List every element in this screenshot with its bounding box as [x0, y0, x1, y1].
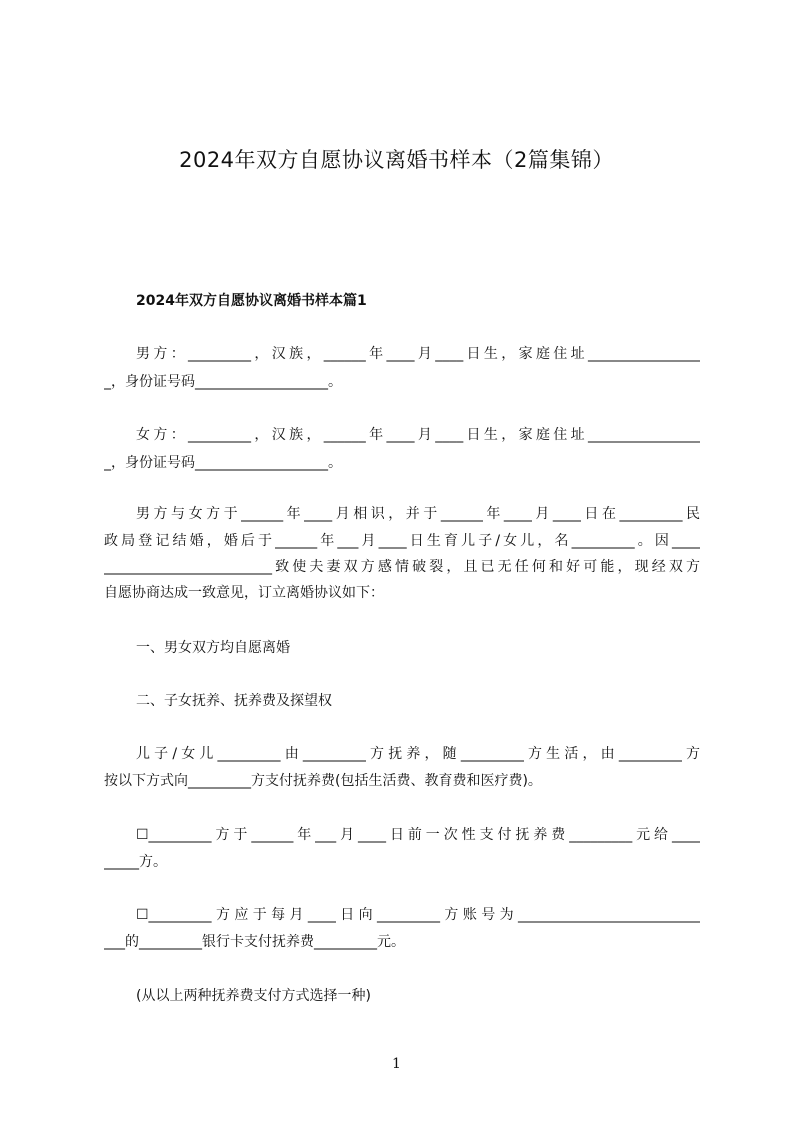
- clause-two: 二、子女抚养、抚养费及探望权: [136, 693, 332, 709]
- marriage-paragraph-line-1: 男方与女方于______年____月相识，并于______年____月____日在_________民: [136, 506, 700, 522]
- male-party-line-1: 男方：_________，汉族，______年____月____日生，家庭住址________________: [136, 346, 700, 362]
- marriage-paragraph-line-3: ________________________致使夫妻双方感情破裂，且已无任何和好可能，现经双方: [104, 559, 700, 575]
- clause-one: 一、男女双方均自愿离婚: [136, 640, 290, 656]
- marriage-paragraph-line-2: 政局登记结婚，婚后于______年___月____日生育儿子/女儿，名_________。因____: [104, 533, 700, 549]
- section-heading: 2024年双方自愿协议离婚书样本篇1: [136, 293, 367, 309]
- marriage-paragraph-line-4: 自愿协商达成一致意见，订立离婚协议如下：: [104, 585, 384, 601]
- custody-line-1: 儿子/女儿_________由_________方抚养，随_________方生活，由_________方: [136, 746, 700, 762]
- female-party-line-1: 女方：_________，汉族，______年____月____日生，家庭住址________________: [136, 427, 700, 443]
- payment-option-monthly-line-1: ☐_________方应于每月____日向_________方账号为__________________________: [136, 907, 700, 923]
- male-party-line-2: _，身份证号码___________________。: [104, 374, 342, 390]
- page-number: 1: [392, 1056, 401, 1072]
- custody-line-2: 按以下方式向_________方支付抚养费(包括生活费、教育费和医疗费)。: [104, 773, 542, 789]
- payment-option-monthly-line-2: ___的_________银行卡支付抚养费_________元。: [104, 934, 405, 950]
- payment-option-lump-sum-line-2: _____方。: [104, 854, 167, 870]
- document-title: 2024年双方自愿协议离婚书样本（2篇集锦）: [179, 148, 614, 172]
- payment-option-lump-sum-line-1: ☐_________方于______年___月____日前一次性支付抚养费_________元给____: [136, 827, 700, 843]
- female-party-line-2: _，身份证号码___________________。: [104, 455, 342, 471]
- payment-choice-note: (从以上两种抚养费支付方式选择一种): [136, 988, 371, 1004]
